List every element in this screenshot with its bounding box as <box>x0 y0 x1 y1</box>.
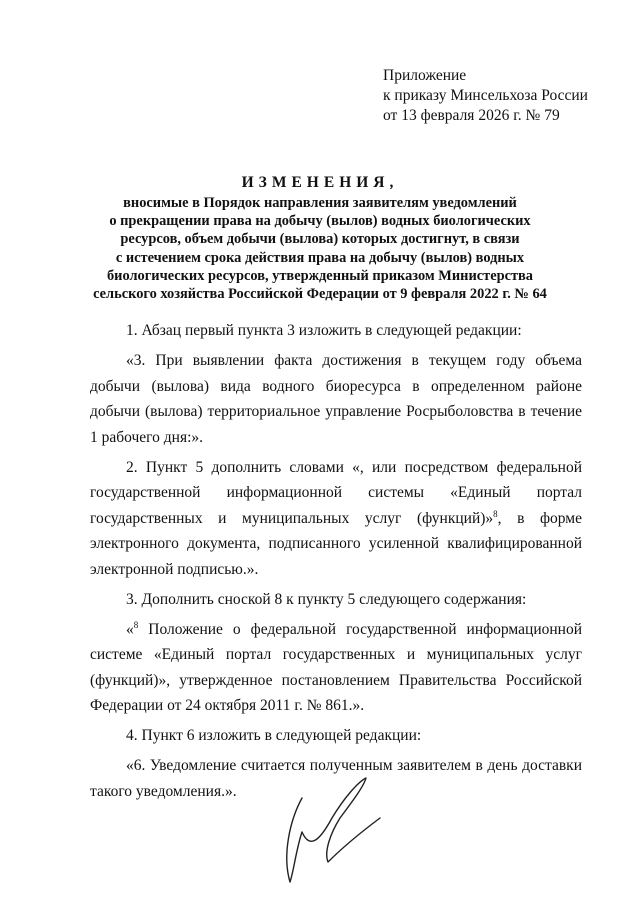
paragraph-line: государственной информационной системы «Единый портал <box>90 484 582 501</box>
paragraph-item-1-text: «3. При выявлении факта достижения в текущем году объема добычи (вылова) вида водного биоресурса в определенном районе добычи (вылова) территориальное управление Росрыболовства в течение 1 рабочего дня:». <box>90 352 582 446</box>
paragraph-line <box>90 506 582 532</box>
document-title: ИЗМЕНЕНИЯ, <box>241 174 399 191</box>
footnote-body: Положение о федеральной государственной информационной системе «Единый портал государственных и муниципальных услуг (функций)», утвержденное постановлением Правительства Российской Федерации от 24 октября 2011 г. № 861.». <box>90 620 582 714</box>
subtitle-line: с истечением срока действия права на добычу (вылов) водных <box>115 249 525 266</box>
subtitle-line: о прекращении права на добычу (вылов) водных биологических <box>109 213 531 230</box>
footnote-marker: 8 <box>493 508 498 519</box>
paragraph-line: электронного документа, подписанного усиленной квалифицированной <box>90 535 582 552</box>
attachment-header <box>383 66 588 126</box>
document-subtitle <box>60 194 580 303</box>
paragraph-line-part: государственных и муниципальных услуг (функций)» <box>90 509 494 527</box>
paragraph-item-4-text: «6. Уведомление считается полученным заявителем в день доставки такого уведомления.». <box>90 757 582 800</box>
attachment-line-1: Приложение <box>383 67 467 84</box>
paragraph-item-3: 3. Дополнить сноской 8 к пункту 5 следующего содержания: <box>126 590 527 608</box>
paragraph-item-4: 4. Пункт 6 изложить в следующей редакции: <box>126 727 422 744</box>
attachment-line-2: к приказу Минсельхоза России <box>383 87 588 104</box>
paragraph-line-part: , в форме <box>497 509 582 527</box>
paragraph-line: электронной подписью.». <box>90 560 259 578</box>
paragraph-item-1: 1. Абзац первый пункта 3 изложить в следующей редакции: <box>126 322 522 339</box>
subtitle-line: сельского хозяйства Российской Федерации от 9 февраля 2022 г. № 64 <box>93 286 547 303</box>
attachment-line-3: от 13 февраля 2026 г. № 79 <box>383 107 560 124</box>
document-body <box>90 318 582 809</box>
paragraph-line: 2. Пункт 5 дополнить словами «, или посредством федеральной <box>126 458 582 476</box>
subtitle-line: ресурсов, объем добычи (вылова) которых достигнут, в связи <box>120 231 520 248</box>
subtitle-line: вносимые в Порядок направления заявителям уведомлений <box>123 195 517 211</box>
subtitle-line: биологических ресурсов, утвержденный приказом Министерства <box>106 267 534 284</box>
footnote-text <box>90 617 582 719</box>
handwritten-signature <box>280 770 390 890</box>
paragraph-item-2 <box>90 455 582 583</box>
footnote-marker: 8 <box>133 619 139 630</box>
open-quote: « <box>126 620 134 638</box>
